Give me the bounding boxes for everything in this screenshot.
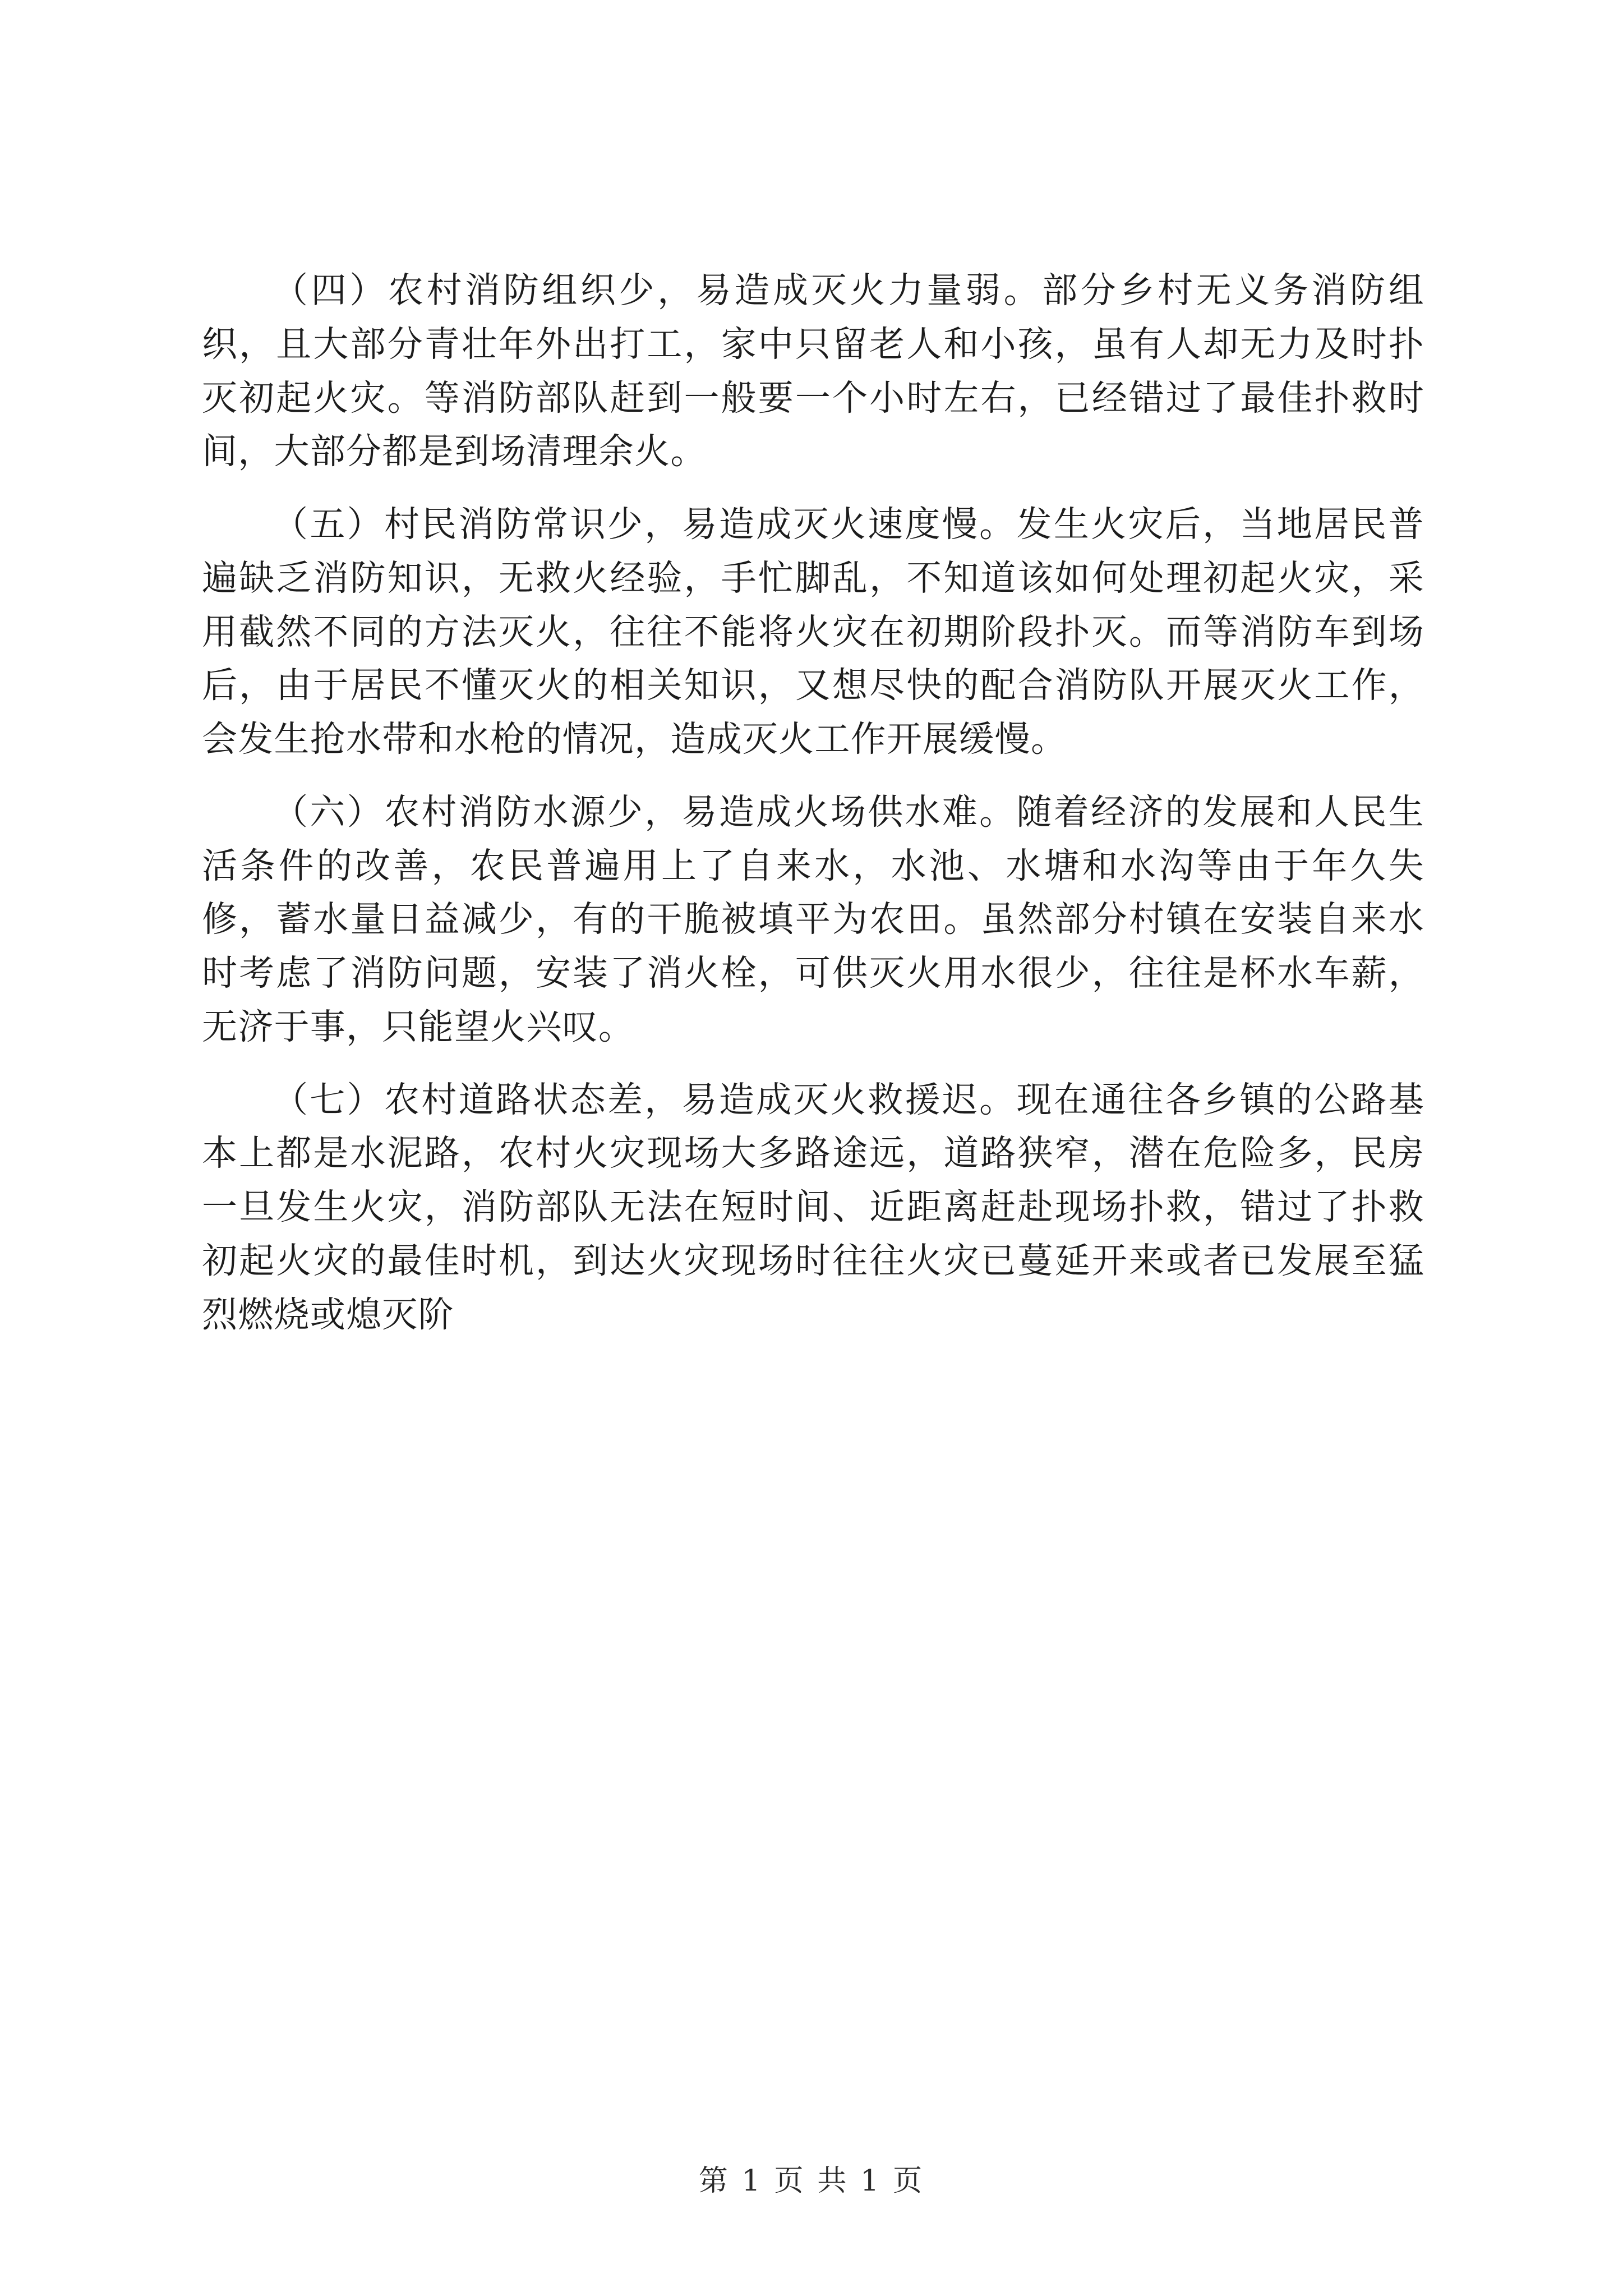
page-footer: 第 1 页 共 1 页: [698, 2164, 925, 2198]
paragraph-six: （六）农村消防水源少，易造成火场供水难。随着经济的发展和人民生活条件的改善，农民普遍用上了自来水，水池、水塘和水沟等由于年久失修，蓄水量日益减少，有的干脆被填平为农田。虽然部分村镇在安装自来水时考虑了消防问题，安装了消火栓，可供灭火用水很少，往往是杯水车薪，无济于事，只能望火兴叹。: [202, 791, 1424, 1047]
document-text-body: [202, 264, 1424, 1360]
paragraph-seven: （七）农村道路状态差，易造成灭火救援迟。现在通往各乡镇的公路基本上都是水泥路，农村火灾现场大多路途远，道路狭窄，潜在危险多，民房一旦发生火灾，消防部队无法在短时间、近距离赶赴现场扑救，错过了扑救初起火灾的最佳时机，到达火灾现场时往往火灾已蔓延开来或者已发展至猛烈燃烧或熄灭阶: [202, 1079, 1424, 1335]
paragraph-four: （四）农村消防组织少，易造成灭火力量弱。部分乡村无义务消防组织，且大部分青壮年外出打工，家中只留老人和小孩，虽有人却无力及时扑灭初起火灾。等消防部队赶到一般要一个小时左右，已经错过了最佳扑救时间，大部分都是到场清理余火。: [202, 270, 1424, 472]
paragraph-five: （五）村民消防常识少，易造成灭火速度慢。发生火灾后，当地居民普遍缺乏消防知识，无救火经验，手忙脚乱，不知道该如何处理初起火灾，采用截然不同的方法灭火，往往不能将火灾在初期阶段扑灭。而等消防车到场后，由于居民不懂灭火的相关知识，又想尽快的配合消防队开展灭火工作，会发生抢水带和水枪的情况，造成灭火工作开展缓慢。: [202, 504, 1424, 760]
